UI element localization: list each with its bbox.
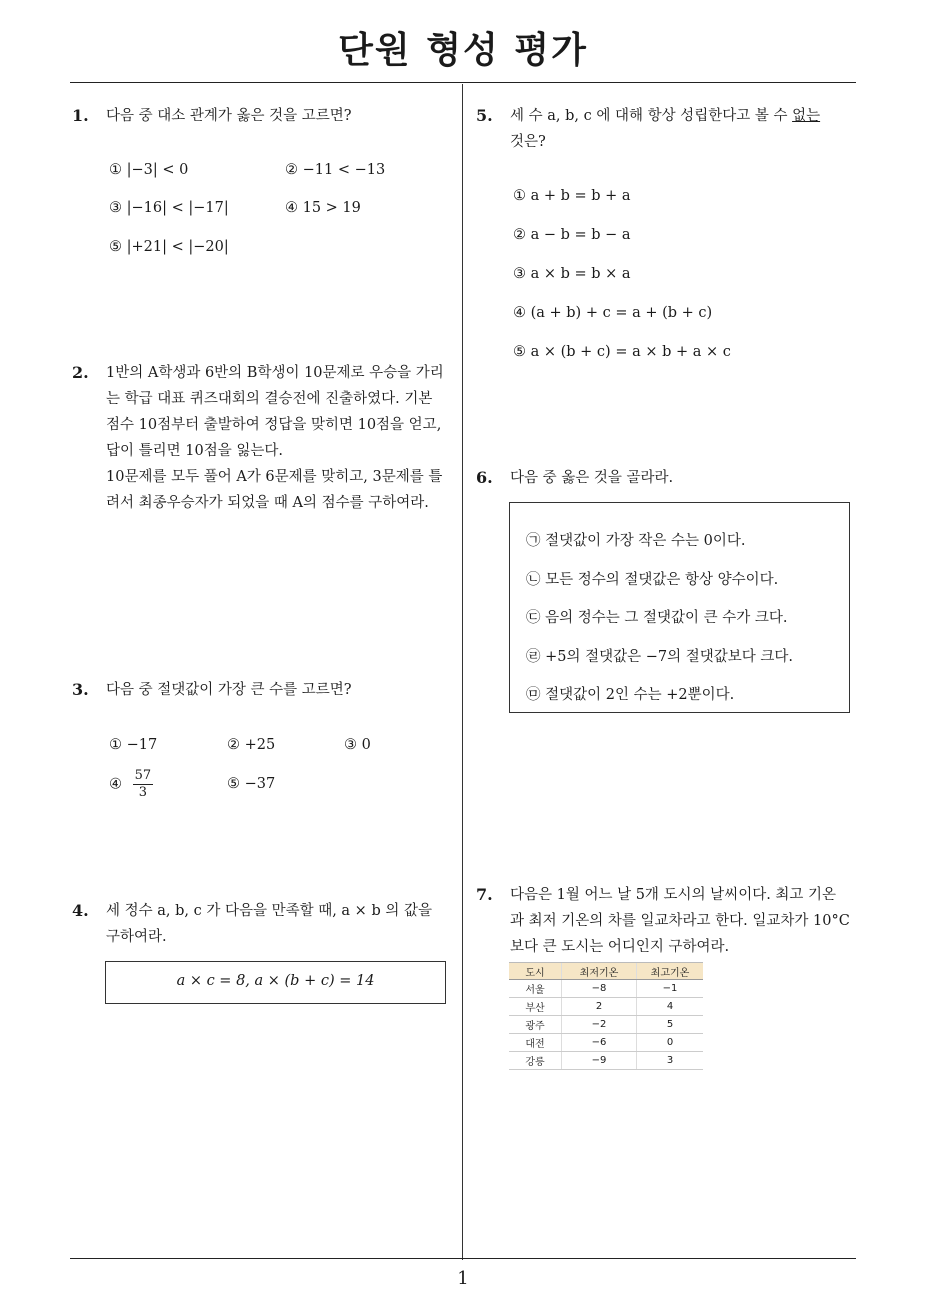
table-cell: 0 [637,1034,704,1052]
table-row [509,1052,703,1070]
question-6 [476,465,861,491]
table-row [509,1016,703,1034]
question-line: 다음은 1월 어느 날 5개 도시의 날씨이다. 최고 기온 [510,887,837,903]
question-text [510,103,861,155]
option-3[interactable]: ③ |−16| < |−17| [109,200,229,216]
question-line: 10문제를 모두 풀어 A가 6문제를 맞히고, 3문제를 틀 [106,469,443,485]
question-line: 점수 10점부터 출발하여 정답을 맞히면 10점을 얻고, [106,417,442,433]
page-number: 1 [457,1268,469,1289]
question-line [510,103,861,129]
option-4[interactable]: ④ 15 > 19 [285,200,361,216]
table-cell: 4 [637,998,704,1016]
fraction-denominator: 3 [138,785,148,800]
table-row [509,980,703,998]
statement-item[interactable]: ㉠ 절댓값이 가장 작은 수는 0이다. [526,533,746,549]
question-line: 려서 최종우승자가 되었을 때 A의 점수를 구하여라. [106,495,429,511]
option-5[interactable]: ⑤ a × (b + c) = a × b + a × c [513,344,731,360]
footer-divider [70,1258,856,1259]
question-line: 는 학급 대표 퀴즈대회의 결승전에 진출하였다. 기본 [106,391,433,407]
option-1[interactable]: ① a + b = b + a [513,188,631,204]
question-text [510,882,866,960]
table-cell: 2 [562,998,637,1016]
option-1[interactable]: ① |−3| < 0 [109,162,189,178]
weather-table [509,962,703,1070]
question-text [106,360,457,516]
table-cell: −9 [562,1052,637,1070]
question-number: 5. [476,106,493,125]
question-number: 2. [72,363,89,382]
question-number: 7. [476,885,493,904]
table-cell: −6 [562,1034,637,1052]
statement-item[interactable]: ㉡ 모든 정수의 절댓값은 항상 양수이다. [526,572,779,588]
option-2[interactable]: ② a − b = b − a [513,227,631,243]
column-header: 최고기온 [637,963,704,980]
question-line: 과 최저 기온의 차를 일교차라고 한다. 일교차가 10°C [510,913,850,929]
statement-item[interactable]: ㉤ 절댓값이 2인 수는 +2뿐이다. [526,687,735,703]
table-cell: 대전 [509,1034,562,1052]
fraction [133,768,154,801]
question-text [106,898,457,950]
question-line: 구하여라. [106,929,167,945]
table-cell: −1 [637,980,704,998]
column-divider [462,84,463,1260]
option-4[interactable]: ④ (a + b) + c = a + (b + c) [513,305,713,321]
option-4[interactable] [109,768,153,801]
question-line-text: 세 수 a, b, c 에 대해 항상 성립한다고 볼 수 [510,108,793,124]
question-4 [72,898,457,950]
option-3[interactable]: ③ a × b = b × a [513,266,631,282]
table-cell: 강릉 [509,1052,562,1070]
underlined-word: 없는 [792,108,821,124]
table-cell: 5 [637,1016,704,1034]
column-header: 도시 [509,963,562,980]
condition-equation: a × c = 8, a × (b + c) = 14 [176,973,375,989]
option-1[interactable]: ① −17 [109,737,158,753]
question-1 [72,103,457,129]
statement-item[interactable]: ㉣ +5의 절댓값은 −7의 절댓값보다 크다. [526,649,793,665]
option-5[interactable]: ⑤ |+21| < |−20| [109,239,229,255]
table-cell: 3 [637,1052,704,1070]
question-7 [476,882,866,960]
question-5 [476,103,861,155]
page-title: 단원 형성 평가 [338,30,588,71]
question-text: 다음 중 대소 관계가 옳은 것을 고르면? [106,108,352,124]
option-5[interactable]: ⑤ −37 [227,776,276,792]
statement-item[interactable]: ㉢ 음의 정수는 그 절댓값이 큰 수가 크다. [526,610,788,626]
header-divider [70,82,856,83]
option-2[interactable]: ② −11 < −13 [285,162,386,178]
question-text: 다음 중 옳은 것을 골라라. [510,470,674,486]
question-2 [72,360,457,516]
option-marker: ④ [109,776,122,793]
table-header-row [509,963,703,980]
option-2[interactable]: ② +25 [227,737,276,753]
question-line: 보다 큰 도시는 어디인지 구하여라. [510,939,730,955]
table-row [509,1034,703,1052]
question-number: 4. [72,901,89,920]
condition-box [105,961,446,1004]
statement-box [509,502,850,713]
fraction-numerator: 57 [134,768,152,783]
question-line: 것은? [510,134,546,150]
question-line: 답이 틀리면 10점을 잃는다. [106,443,283,459]
question-number: 3. [72,680,89,699]
question-3 [72,677,457,703]
column-header: 최저기온 [562,963,637,980]
table-cell: 광주 [509,1016,562,1034]
table-cell: −8 [562,980,637,998]
question-line: 세 정수 a, b, c 가 다음을 만족할 때, a × b 의 값을 [106,903,432,919]
table-row [509,998,703,1016]
question-number: 1. [72,106,89,125]
table-cell: −2 [562,1016,637,1034]
option-3[interactable]: ③ 0 [344,737,371,753]
question-text: 다음 중 절댓값이 가장 큰 수를 고르면? [106,682,352,698]
table-cell: 서울 [509,980,562,998]
table-cell: 부산 [509,998,562,1016]
question-line: 1반의 A학생과 6반의 B학생이 10문제로 우승을 가리 [106,365,444,381]
question-number: 6. [476,468,493,487]
